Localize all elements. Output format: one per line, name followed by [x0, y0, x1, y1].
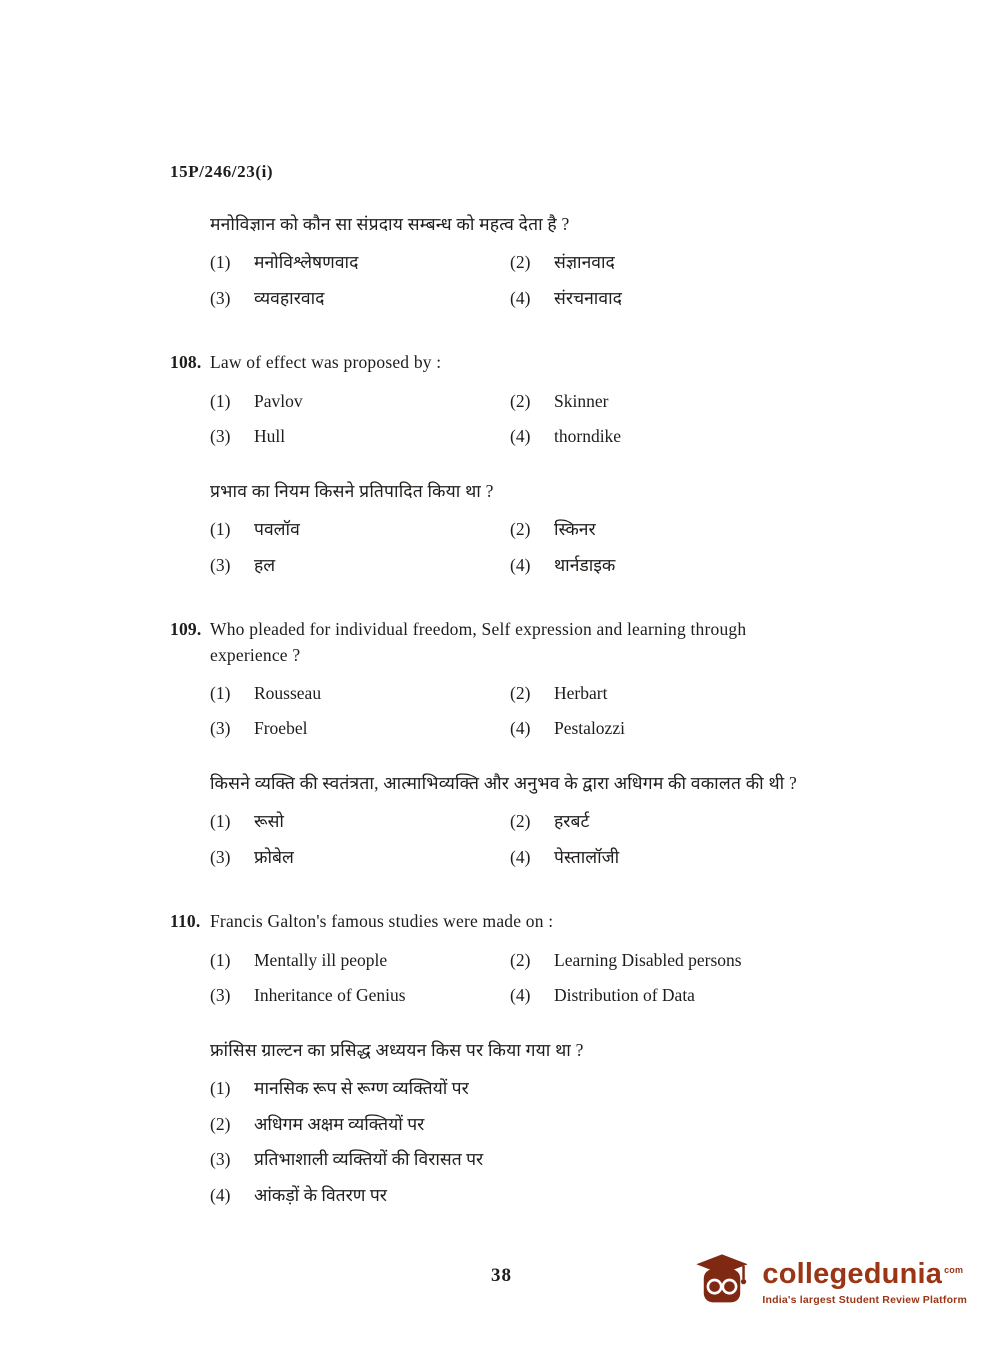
- option-number: (2): [510, 519, 531, 540]
- options-list: [210, 681, 833, 741]
- option-number: (4): [510, 554, 531, 575]
- option: [210, 286, 510, 311]
- option: [210, 1076, 833, 1101]
- option-text: फ्रोबेल: [254, 846, 294, 867]
- option-text: Hull: [254, 426, 286, 447]
- option-number: (4): [510, 287, 531, 308]
- question-text: Who pleaded for individual freedom, Self expression and learning through experience ?: [210, 619, 747, 665]
- option-text: Distribution of Data: [554, 985, 695, 1006]
- question-number: [170, 1038, 210, 1063]
- option-number: (2): [510, 252, 531, 273]
- option: [210, 716, 510, 741]
- option-number: (4): [510, 426, 531, 447]
- question-block: [170, 1038, 833, 1207]
- option: [210, 681, 510, 706]
- option-number: (2): [510, 949, 531, 970]
- option-text: Inheritance of Genius: [254, 985, 406, 1006]
- collegedunia-logo-text: [762, 1259, 967, 1305]
- option: [210, 517, 510, 542]
- option-text: मनोविश्लेषणवाद: [254, 252, 359, 273]
- option-number: (4): [510, 718, 531, 739]
- question-block: [170, 479, 833, 577]
- question-block: [170, 350, 833, 448]
- option: [210, 983, 510, 1008]
- option-text: स्किनर: [554, 519, 596, 540]
- option-number: (3): [210, 287, 231, 308]
- brand-suffix: com: [944, 1264, 964, 1275]
- collegedunia-mascot-icon: [693, 1251, 751, 1314]
- option-number: (2): [510, 811, 531, 832]
- option-number: (1): [210, 1078, 231, 1098]
- option-number: (4): [510, 985, 531, 1006]
- question-number: 109.: [170, 619, 202, 640]
- option: [510, 286, 833, 311]
- option-number: (2): [510, 682, 531, 703]
- option-number: (1): [210, 682, 231, 703]
- option-number: (3): [210, 1149, 231, 1169]
- option-number: (1): [210, 252, 231, 273]
- option: [510, 948, 833, 973]
- option-text: आंकड़ों के वितरण पर: [254, 1184, 387, 1205]
- question-number: [170, 479, 210, 504]
- option: [210, 553, 510, 578]
- option: [210, 1183, 833, 1208]
- brand-name: collegedunia: [762, 1258, 943, 1291]
- question-block: [170, 771, 833, 869]
- option: [510, 250, 833, 275]
- options-list: [210, 389, 833, 449]
- option-text: प्रतिभाशाली व्यक्तियों की विरासत पर: [254, 1149, 484, 1169]
- option: [510, 681, 833, 706]
- option-number: (1): [210, 519, 231, 540]
- option-text: Skinner: [554, 390, 609, 411]
- option: [210, 948, 510, 973]
- options-list: [210, 809, 833, 869]
- options-list: [210, 517, 833, 577]
- question-number: [170, 212, 210, 237]
- question-text: Francis Galton's famous studies were made on :: [210, 911, 554, 932]
- option-number: (3): [210, 554, 231, 575]
- option-number: (2): [510, 390, 531, 411]
- option-number: (3): [210, 426, 231, 447]
- option: [210, 250, 510, 275]
- option-number: (3): [210, 846, 231, 867]
- option: [510, 553, 833, 578]
- option: [510, 845, 833, 870]
- question-text: फ्रांसिस ग्राल्टन का प्रसिद्ध अध्ययन किस पर किया गया था ?: [210, 1039, 584, 1060]
- option-number: (1): [210, 811, 231, 832]
- option-text: थार्नडाइक: [554, 554, 616, 575]
- option-text: Pestalozzi: [554, 718, 625, 739]
- option: [510, 809, 833, 834]
- option: [210, 1147, 833, 1172]
- question-block: [170, 909, 833, 1007]
- question-text: मनोविज्ञान को कौन सा संप्रदाय सम्बन्ध को महत्व देता है ?: [210, 214, 570, 234]
- option: [510, 424, 833, 449]
- option-number: (3): [210, 718, 231, 739]
- option: [210, 389, 510, 414]
- option-text: अधिगम अक्षम व्यक्तियों पर: [254, 1113, 425, 1134]
- collegedunia-logo: [693, 1251, 967, 1314]
- options-list: [210, 948, 833, 1008]
- option-text: Mentally ill people: [254, 949, 388, 970]
- option-text: पेस्तालॉजी: [554, 846, 620, 867]
- option-text: Learning Disabled persons: [554, 949, 742, 970]
- option: [210, 1112, 833, 1137]
- option: [510, 716, 833, 741]
- question-text: Law of effect was proposed by :: [210, 352, 442, 373]
- option-text: पवलॉव: [254, 519, 300, 540]
- option-text: thorndike: [554, 426, 622, 447]
- option-number: (1): [210, 390, 231, 411]
- question-number: 110.: [170, 911, 201, 932]
- option: [510, 389, 833, 414]
- option-number: (4): [210, 1184, 231, 1205]
- option-text: मानसिक रूप से रूग्ण व्यक्तियों पर: [254, 1078, 469, 1098]
- option-text: हल: [254, 554, 276, 575]
- option-text: व्यवहारवाद: [254, 287, 325, 308]
- paper-code: 15P/246/23(i): [170, 162, 274, 181]
- option: [510, 517, 833, 542]
- option-text: Pavlov: [254, 390, 303, 411]
- option-text: संज्ञानवाद: [554, 252, 615, 273]
- question-block: [170, 212, 833, 310]
- collegedunia-tagline: India's largest Student Review Platform: [762, 1293, 967, 1306]
- option-text: Froebel: [254, 718, 308, 739]
- option-text: Herbart: [554, 682, 608, 703]
- question-text: प्रभाव का नियम किसने प्रतिपादित किया था ?: [210, 480, 494, 501]
- option-number: (4): [510, 846, 531, 867]
- page-number: 38: [491, 1265, 512, 1286]
- option-number: (2): [210, 1113, 231, 1134]
- option: [510, 983, 833, 1008]
- question-text: किसने व्यक्ति की स्वतंत्रता, आत्माभिव्यक्ति और अनुभव के द्वारा अधिगम की वकालत की थी ?: [210, 772, 797, 793]
- option-text: रूसो: [254, 811, 284, 832]
- option: [210, 809, 510, 834]
- collegedunia-wordmark: [762, 1259, 967, 1289]
- option-number: (3): [210, 985, 231, 1006]
- question-number: 108.: [170, 352, 202, 373]
- option-number: (1): [210, 949, 231, 970]
- options-list: [210, 250, 833, 310]
- options-list: [210, 1076, 833, 1207]
- option: [210, 845, 510, 870]
- option: [210, 424, 510, 449]
- option-text: Rousseau: [254, 682, 322, 703]
- option-text: संरचनावाद: [554, 287, 622, 308]
- question-block: [170, 617, 833, 741]
- question-number: [170, 771, 210, 796]
- option-text: हरबर्ट: [554, 811, 590, 832]
